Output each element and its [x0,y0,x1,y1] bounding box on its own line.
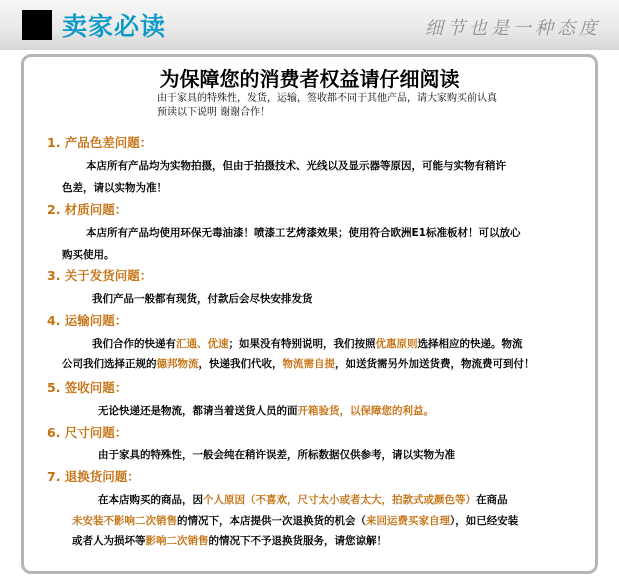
section-1-line-1: 本店所有产品均为实物拍摄，但由于拍摄技术、光线以及显示器等原因，可能与实物有稍许 [86,160,506,172]
section-7-line-3 [72,533,387,548]
text-run: 一次退换货 [271,515,324,527]
section-4-heading: 4. 运输问题： [47,313,128,328]
notice-intro [157,92,547,120]
text-run: ；如果没有特别说明，我们按照 [228,338,376,350]
section-4-line-1 [92,336,523,351]
text-run: 在商品 [476,494,508,506]
text-run: 我们合作的快递有 [92,338,176,350]
section-6-line-1: 由于家具的特殊性，一般会纯在稍许误差，所标数据仅供参考，请以实物为准 [98,449,455,461]
section-7-heading: 7. 退换货问题： [47,469,140,484]
section-1-line-2: 色差，请以实物为准！ [62,182,167,194]
text-run: 不予退换货服务 [250,535,324,547]
highlight-uninstalled: 未安装不影响二次销售 [72,515,177,527]
highlight-couriers: 汇通、优速 [176,338,229,350]
text-run: 或者人为损坏等 [72,535,146,547]
text-run: ，快递我们代收， [198,358,283,370]
intro-line-1: 由于家具的特殊性，发货，运输，签收都不同于其他产品，请大家购买前认真 [157,93,497,104]
highlight-freight-self: 来回运费买家自理 [366,515,450,527]
section-7-line-1 [98,492,508,507]
text-run: ，如送货需另外加送货费，物流费可到付！ [335,358,535,370]
highlight-discount-principle: 优惠原则 [375,338,418,350]
highlight-personal-reason: 个人原因（不喜欢，尺寸太小或者太大，拍款式或颜色等） [203,494,476,506]
header-square-icon [22,10,52,40]
highlight-self-pickup: 物流需自提 [282,358,335,370]
text-run: 公司我们选择正规的 [62,358,157,370]
notice-title: 为保障您的消费者权益请仔细阅读 [159,67,460,91]
section-4-line-2 [62,356,535,371]
text-run: 的情况下，本店提供 [177,515,272,527]
highlight-affects-resale: 影响二次销售 [145,535,209,547]
section-2-heading: 2. 材质问题： [47,202,128,217]
text-run: 选择相应的快递。物流 [417,338,523,350]
section-6-heading: 6. 尺寸问题： [47,425,128,440]
section-2-line-1: 本店所有产品均使用环保无毒油漆！喷漆工艺烤漆效果；使用符合欧洲E1标准板材！可以放心 [86,227,521,239]
section-1-heading: 1. 产品色差问题： [47,135,153,150]
text-run: 无论快递还是物流，都请当着送货人员的面 [98,405,298,417]
header-banner [0,0,619,50]
section-3-line-1: 我们产品一般都有现货，付款后会尽快安排发货 [92,293,313,305]
section-7-line-2 [72,513,518,528]
notice-panel [21,54,598,574]
highlight-deppon: 德邦物流 [156,358,199,370]
section-5-line-1 [98,403,434,418]
header-title: 卖家必读 [62,12,167,41]
section-3-heading: 3. 关于发货问题： [47,268,153,283]
text-run: ），如已经安装 [450,515,519,527]
header-slogan: 细节也是一种态度 [425,18,601,39]
text-run: 的情况下 [208,535,251,547]
section-2-line-2: 购买使用。 [62,249,115,261]
text-run: 的机会（ [324,515,366,527]
intro-line-2: 预读以下说明 谢谢合作！ [157,107,271,118]
section-5-heading: 5. 签收问题： [47,380,128,395]
text-run: 在本店购买的商品，因 [98,494,203,506]
text-run: ，请您谅解！ [324,535,387,547]
highlight-inspect: 开箱验货，以保障您的利益。 [297,405,434,417]
